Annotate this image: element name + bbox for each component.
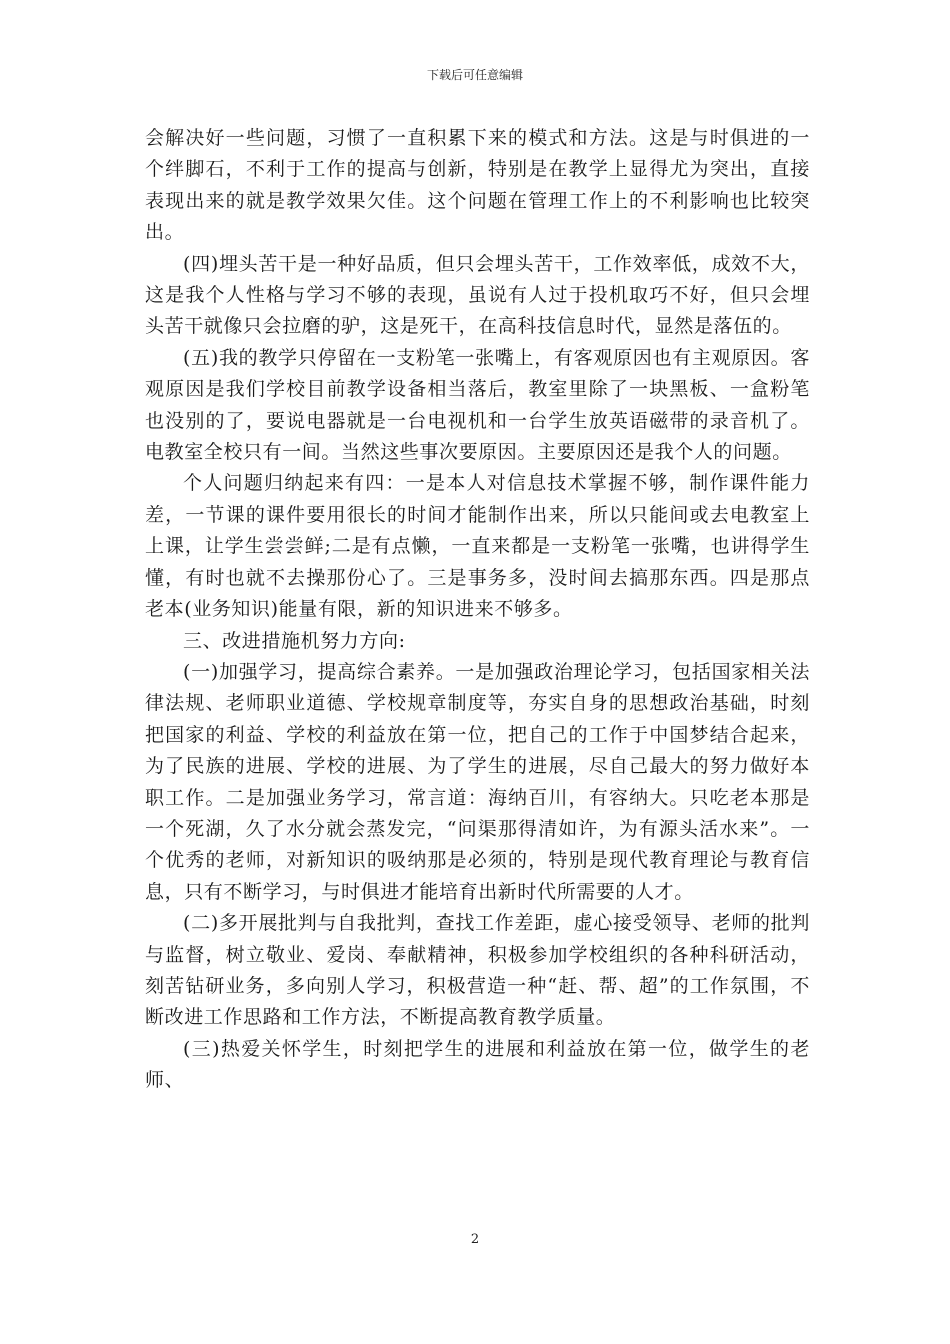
paragraph-measure-2: (二)多开展批判与自我批判，查找工作差距，虚心接受领导、老师的批判与监督，树立敬业、爱岗、奉献精神，积极参加学校组织的各种科研活动，刻苦钻研业务，多向别人学习，积极营造一种“赶、帮、超”的工作氛围，不断改进工作思路和工作方法，不断提高教育教学质量。 [145, 912, 810, 1029]
paragraph-personal-issues: 个人问题归纳起来有四：一是本人对信息技术掌握不够，制作课件能力差，一节课的课件要用很长的时间才能制作出来，所以只能间或去电教室上上课，让学生尝尝鲜;二是有点懒，一直来都是一支粉笔一张嘴，也讲得学生懂，有时也就不去操那份心了。三是事务多，没时间去搞那东西。四是那点老本(业务知识)能量有限，新的知识进来不够多。 [145, 472, 810, 621]
page-header: 下载后可任意编辑 [426, 68, 523, 82]
paragraph-item-4: (四)埋头苦干是一种好品质，但只会埋头苦干，工作效率低，成效不大，这是我个人性格与学习不够的表现，虽说有人过于投机取巧不好，但只会埋头苦干就像只会拉磨的驴，这是死干，在高科技信息时代，显然是落伍的。 [145, 252, 810, 338]
paragraph-item-5: (五)我的教学只停留在一支粉笔一张嘴上，有客观原因也有主观原因。客观原因是我们学校目前教学设备相当落后，教室里除了一块黑板、一盒粉笔也没别的了，要说电器就是一台电视机和一台学生放英语磁带的录音机了。电教室全校只有一间。当然这些事次要原因。主要原因还是我个人的问题。 [145, 346, 810, 464]
paragraph-continuation: 会解决好一些问题，习惯了一直积累下来的模式和方法。这是与时俱进的一个绊脚石，不利于工作的提高与创新，特别是在教学上显得尤为突出，直接表现出来的就是教学效果欠佳。这个问题在管理工作上的不利影响也比较突出。 [145, 127, 810, 244]
paragraph-measure-1: (一)加强学习，提高综合素养。一是加强政治理论学习，包括国家相关法律法规、老师职业道德、学校规章制度等，夯实自身的思想政治基础，时刻把国家的利益、学校的利益放在第一位，把自己的工作于中国梦结合起来，为了民族的进展、学校的进展、为了学生的进展，尽自己最大的努力做好本职工作。二是加强业务学习，常言道：海纳百川，有容纳大。只吃老本那是一个死湖，久了水分就会蒸发完，“问渠那得清如许，为有源头活水来”。一个优秀的老师，对新知识的吸纳那是必须的，特别是现代教育理论与教育信息，只有不断学习，与时俱进才能培育出新时代所需要的人才。 [145, 660, 810, 903]
section-heading-improvements: 三、改进措施机努力方向: [183, 629, 406, 652]
paragraph-measure-3: (三)热爱关怀学生，时刻把学生的进展和利益放在第一位，做学生的老师、 [145, 1037, 810, 1092]
document-body [145, 123, 810, 1097]
page-number: 2 [470, 1232, 480, 1247]
